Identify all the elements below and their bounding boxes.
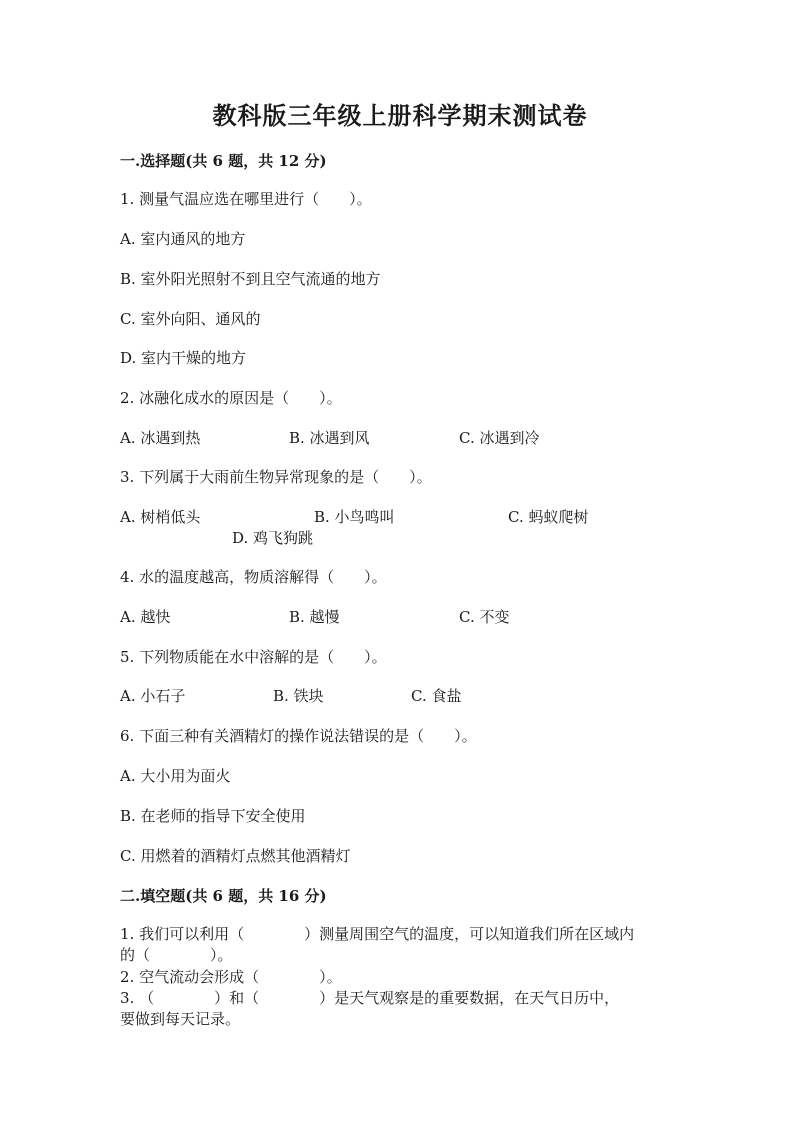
fill-line: 3. （ ）和（ ）是天气观察是的重要数据，在天气日历中， bbox=[120, 989, 620, 1007]
question-option: B. 冰遇到风 bbox=[289, 429, 370, 447]
question-option: A. 室内通风的地方 bbox=[120, 230, 246, 248]
question-stem: 2. 冰融化成水的原因是（ ）。 bbox=[120, 389, 342, 407]
question-option: C. 不变 bbox=[459, 608, 510, 626]
question-option: C. 室外向阳、通风的 bbox=[120, 310, 261, 328]
question-option: B. 铁块 bbox=[273, 687, 324, 705]
question-option: C. 用燃着的酒精灯点燃其他酒精灯 bbox=[120, 847, 351, 865]
question-stem: 3. 下列属于大雨前生物异常现象的是（ ）。 bbox=[120, 468, 432, 486]
question-stem: 5. 下列物质能在水中溶解的是（ ）。 bbox=[120, 648, 387, 666]
question-option: A. 树梢低头 bbox=[120, 508, 201, 526]
fill-line: 要做到每天记录。 bbox=[120, 1010, 241, 1028]
question-stem: 4. 水的温度越高，物质溶解得（ ）。 bbox=[120, 568, 387, 586]
fill-line: 的（ ）。 bbox=[120, 946, 233, 964]
section-heading-choice: 一.选择题(共 6 题，共 12 分) bbox=[120, 152, 327, 170]
question-option: A. 越快 bbox=[120, 608, 171, 626]
question-stem: 6. 下面三种有关酒精灯的操作说法错误的是（ ）。 bbox=[120, 727, 477, 745]
question-option: B. 室外阳光照射不到且空气流通的地方 bbox=[120, 270, 381, 288]
fill-line: 1. 我们可以利用（ ）测量周围空气的温度，可以知道我们所在区域内 bbox=[120, 925, 635, 943]
question-option: D. 室内干燥的地方 bbox=[120, 349, 247, 367]
question-option: A. 冰遇到热 bbox=[120, 429, 201, 447]
page-title: 教科版三年级上册科学期末测试卷 bbox=[212, 101, 588, 130]
question-option: A. 大小用为面火 bbox=[120, 767, 231, 785]
fill-line: 2. 空气流动会形成（ ）。 bbox=[120, 968, 342, 986]
question-option: B. 越慢 bbox=[289, 608, 340, 626]
question-option: C. 冰遇到冷 bbox=[459, 429, 540, 447]
question-option: C. 食盐 bbox=[411, 687, 462, 705]
section-heading-fill: 二.填空题(共 6 题，共 16 分) bbox=[120, 887, 327, 905]
question-option: A. 小石子 bbox=[120, 687, 186, 705]
question-stem: 1. 测量气温应选在哪里进行（ ）。 bbox=[120, 190, 372, 208]
question-option: B. 小鸟鸣叫 bbox=[314, 508, 395, 526]
question-option: D. 鸡飞狗跳 bbox=[232, 529, 314, 547]
question-option: C. 蚂蚁爬树 bbox=[508, 508, 589, 526]
question-option: B. 在老师的指导下安全使用 bbox=[120, 807, 306, 825]
